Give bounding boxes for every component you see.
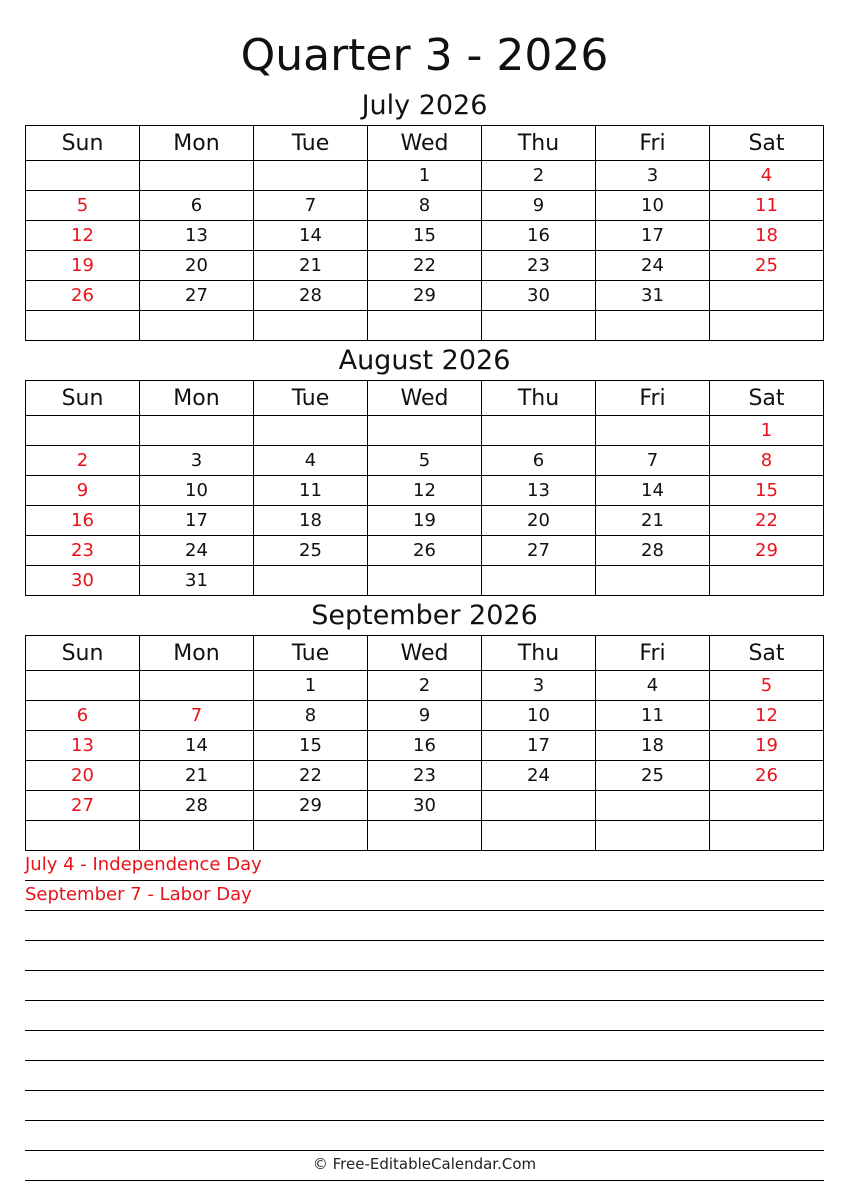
day-cell: 26 — [368, 536, 482, 566]
day-cell: 15 — [368, 221, 482, 251]
day-cell: 23 — [482, 251, 596, 281]
day-cell: 4 — [596, 671, 710, 701]
blank-note-line — [25, 1121, 824, 1151]
day-cell: 24 — [596, 251, 710, 281]
weekday-header: Wed — [368, 381, 482, 416]
day-cell: 12 — [26, 221, 140, 251]
day-cell: 18 — [254, 506, 368, 536]
day-cell: 13 — [482, 476, 596, 506]
day-cell: 6 — [140, 191, 254, 221]
day-cell: 10 — [482, 701, 596, 731]
day-cell — [254, 161, 368, 191]
day-cell: 5 — [710, 671, 824, 701]
day-cell — [26, 671, 140, 701]
day-cell — [710, 791, 824, 821]
day-cell: 16 — [26, 506, 140, 536]
day-cell: 25 — [254, 536, 368, 566]
day-cell: 10 — [596, 191, 710, 221]
day-cell: 3 — [140, 446, 254, 476]
day-cell: 17 — [482, 731, 596, 761]
day-cell — [596, 311, 710, 341]
page-title: Quarter 3 - 2026 — [240, 30, 609, 81]
day-cell — [26, 416, 140, 446]
weekday-header-row — [26, 126, 824, 161]
day-cell: 19 — [710, 731, 824, 761]
weekday-header: Thu — [482, 381, 596, 416]
week-row — [26, 281, 824, 311]
day-cell: 14 — [254, 221, 368, 251]
holiday-note: September 7 - Labor Day — [25, 881, 824, 911]
day-cell: 21 — [596, 506, 710, 536]
day-cell: 21 — [254, 251, 368, 281]
weekday-header: Fri — [596, 636, 710, 671]
day-cell — [596, 821, 710, 851]
day-cell: 27 — [140, 281, 254, 311]
day-cell: 1 — [254, 671, 368, 701]
day-cell: 28 — [140, 791, 254, 821]
day-cell: 30 — [368, 791, 482, 821]
day-cell — [710, 566, 824, 596]
day-cell: 31 — [140, 566, 254, 596]
day-cell: 2 — [368, 671, 482, 701]
day-cell — [140, 161, 254, 191]
day-cell — [596, 791, 710, 821]
blank-note-line — [25, 911, 824, 941]
day-cell: 22 — [710, 506, 824, 536]
weekday-header: Thu — [482, 126, 596, 161]
week-row — [26, 476, 824, 506]
day-cell — [26, 161, 140, 191]
day-cell — [368, 416, 482, 446]
weekday-header: Tue — [254, 636, 368, 671]
week-row — [26, 161, 824, 191]
day-cell: 29 — [368, 281, 482, 311]
week-row — [26, 446, 824, 476]
day-cell — [710, 281, 824, 311]
weekday-header: Sat — [710, 126, 824, 161]
day-cell: 15 — [710, 476, 824, 506]
day-cell — [26, 311, 140, 341]
day-cell — [140, 671, 254, 701]
weekday-header: Sat — [710, 636, 824, 671]
weekday-header: Fri — [596, 381, 710, 416]
day-cell: 3 — [482, 671, 596, 701]
weekday-header: Sun — [26, 381, 140, 416]
day-cell: 24 — [482, 761, 596, 791]
day-cell — [710, 311, 824, 341]
day-cell — [368, 566, 482, 596]
day-cell: 9 — [368, 701, 482, 731]
day-cell — [26, 821, 140, 851]
weekday-header: Mon — [140, 636, 254, 671]
day-cell: 6 — [26, 701, 140, 731]
week-row — [26, 701, 824, 731]
footer-copyright: © Free-EditableCalendar.Com — [312, 1155, 537, 1173]
day-cell: 9 — [26, 476, 140, 506]
day-cell: 25 — [596, 761, 710, 791]
day-cell: 18 — [710, 221, 824, 251]
blank-note-line — [25, 1031, 824, 1061]
day-cell: 11 — [254, 476, 368, 506]
day-cell: 7 — [254, 191, 368, 221]
blank-note-line — [25, 1091, 824, 1121]
week-row — [26, 536, 824, 566]
day-cell: 29 — [710, 536, 824, 566]
day-cell: 2 — [26, 446, 140, 476]
day-cell: 7 — [140, 701, 254, 731]
day-cell: 2 — [482, 161, 596, 191]
day-cell: 15 — [254, 731, 368, 761]
week-row — [26, 791, 824, 821]
day-cell: 26 — [26, 281, 140, 311]
day-cell — [254, 311, 368, 341]
week-row — [26, 566, 824, 596]
day-cell: 20 — [140, 251, 254, 281]
day-cell: 7 — [596, 446, 710, 476]
day-cell — [482, 821, 596, 851]
day-cell — [140, 416, 254, 446]
day-cell: 5 — [368, 446, 482, 476]
day-cell: 4 — [254, 446, 368, 476]
weekday-header-row — [26, 381, 824, 416]
day-cell: 4 — [710, 161, 824, 191]
blank-note-line — [25, 1001, 824, 1031]
day-cell: 22 — [254, 761, 368, 791]
day-cell: 28 — [254, 281, 368, 311]
day-cell: 11 — [710, 191, 824, 221]
day-cell — [482, 416, 596, 446]
calendar-september — [25, 635, 824, 851]
calendar-august — [25, 380, 824, 596]
weekday-header: Wed — [368, 126, 482, 161]
week-row — [26, 311, 824, 341]
day-cell: 16 — [368, 731, 482, 761]
day-cell — [482, 566, 596, 596]
day-cell — [254, 821, 368, 851]
week-row — [26, 506, 824, 536]
day-cell: 19 — [26, 251, 140, 281]
day-cell — [140, 821, 254, 851]
week-row — [26, 731, 824, 761]
day-cell: 14 — [596, 476, 710, 506]
week-row — [26, 821, 824, 851]
blank-note-line — [25, 941, 824, 971]
day-cell — [140, 311, 254, 341]
week-row — [26, 191, 824, 221]
holiday-note: July 4 - Independence Day — [25, 851, 824, 881]
notes-section — [25, 851, 824, 1181]
day-cell — [368, 821, 482, 851]
day-cell — [596, 416, 710, 446]
week-row — [26, 416, 824, 446]
week-row — [26, 251, 824, 281]
month-title-july: July 2026 — [361, 90, 488, 121]
day-cell: 1 — [710, 416, 824, 446]
day-cell: 5 — [26, 191, 140, 221]
weekday-header: Mon — [140, 126, 254, 161]
blank-note-line — [25, 1061, 824, 1091]
day-cell: 27 — [482, 536, 596, 566]
day-cell: 13 — [140, 221, 254, 251]
day-cell: 27 — [26, 791, 140, 821]
month-title-september: September 2026 — [311, 600, 538, 631]
weekday-header: Thu — [482, 636, 596, 671]
day-cell: 13 — [26, 731, 140, 761]
day-cell — [482, 791, 596, 821]
day-cell: 23 — [368, 761, 482, 791]
day-cell — [254, 416, 368, 446]
day-cell: 8 — [710, 446, 824, 476]
day-cell: 10 — [140, 476, 254, 506]
day-cell: 8 — [254, 701, 368, 731]
calendar-july — [25, 125, 824, 341]
day-cell: 1 — [368, 161, 482, 191]
day-cell — [368, 311, 482, 341]
day-cell: 29 — [254, 791, 368, 821]
weekday-header: Tue — [254, 126, 368, 161]
day-cell: 8 — [368, 191, 482, 221]
blank-note-line — [25, 971, 824, 1001]
day-cell: 24 — [140, 536, 254, 566]
weekday-header: Sun — [26, 636, 140, 671]
day-cell: 31 — [596, 281, 710, 311]
day-cell: 6 — [482, 446, 596, 476]
day-cell: 21 — [140, 761, 254, 791]
day-cell: 16 — [482, 221, 596, 251]
day-cell: 20 — [482, 506, 596, 536]
day-cell: 22 — [368, 251, 482, 281]
day-cell: 19 — [368, 506, 482, 536]
day-cell — [596, 566, 710, 596]
day-cell: 3 — [596, 161, 710, 191]
day-cell: 11 — [596, 701, 710, 731]
day-cell: 18 — [596, 731, 710, 761]
day-cell: 17 — [140, 506, 254, 536]
day-cell — [482, 311, 596, 341]
day-cell: 14 — [140, 731, 254, 761]
day-cell: 12 — [710, 701, 824, 731]
weekday-header: Tue — [254, 381, 368, 416]
week-row — [26, 221, 824, 251]
weekday-header: Fri — [596, 126, 710, 161]
weekday-header: Wed — [368, 636, 482, 671]
day-cell: 17 — [596, 221, 710, 251]
day-cell: 25 — [710, 251, 824, 281]
weekday-header: Sat — [710, 381, 824, 416]
day-cell: 9 — [482, 191, 596, 221]
day-cell: 30 — [482, 281, 596, 311]
day-cell: 30 — [26, 566, 140, 596]
month-title-august: August 2026 — [338, 345, 511, 376]
day-cell: 12 — [368, 476, 482, 506]
week-row — [26, 671, 824, 701]
day-cell: 28 — [596, 536, 710, 566]
day-cell: 26 — [710, 761, 824, 791]
weekday-header-row — [26, 636, 824, 671]
day-cell — [254, 566, 368, 596]
weekday-header: Mon — [140, 381, 254, 416]
week-row — [26, 761, 824, 791]
day-cell: 20 — [26, 761, 140, 791]
weekday-header: Sun — [26, 126, 140, 161]
day-cell — [710, 821, 824, 851]
day-cell: 23 — [26, 536, 140, 566]
